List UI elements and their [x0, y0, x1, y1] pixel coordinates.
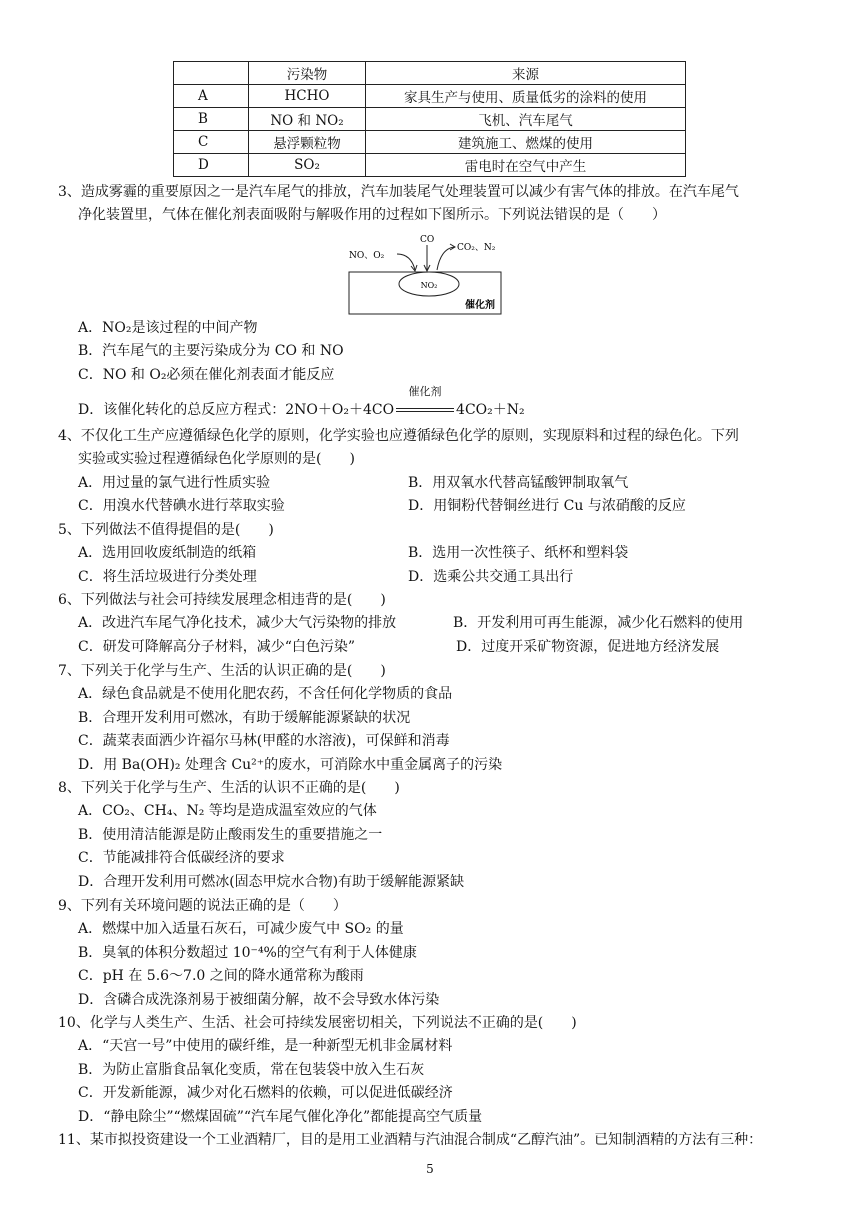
option-b: B．使用清洁能源是防止酸雨发生的重要措施之一 — [78, 826, 383, 843]
option-b: B．选用一次性筷子、纸杯和塑料袋 — [408, 545, 629, 562]
option-d: D．用铜粉代替铜丝进行 Cu 与浓硝酸的反应 — [408, 498, 686, 515]
question-stem: 3、造成雾霾的重要原因之一是汽车尾气的排放，汽车加装尾气处理装置可以减少有害气体的排放。在汽车尾气 — [58, 184, 739, 200]
question-8 — [58, 777, 808, 894]
option-row — [58, 636, 808, 659]
option-row — [58, 472, 808, 495]
table-cell: 悬浮颗粒物 — [249, 131, 366, 154]
table-cell: 污染物 — [249, 62, 366, 85]
option-c: C．研发可降解高分子材料，减少“白色污染” — [78, 638, 356, 655]
question-4 — [58, 425, 808, 519]
question-10 — [58, 1012, 808, 1129]
question-6 — [58, 589, 808, 659]
equation-right: 4CO₂＋N₂ — [456, 402, 525, 419]
question-stem: 10、化学与人类生产、生活、社会可持续发展密切相关，下列说法不正确的是( ) — [58, 1015, 577, 1031]
table-cell: HCHO — [249, 85, 366, 108]
table-cell: D — [174, 154, 249, 177]
condition-label: 催化剂 — [408, 385, 442, 399]
option-row — [58, 566, 808, 589]
option-row — [58, 612, 808, 635]
option-c: C．将生活垃圾进行分类处理 — [78, 568, 257, 585]
pollutant-table — [173, 61, 686, 177]
table-row — [174, 108, 686, 131]
option-d: D．过度开采矿物资源，促进地方经济发展 — [456, 638, 720, 655]
option-b: B．汽车尾气的主要污染成分为 CO 和 NO — [78, 343, 344, 360]
option-a: A．绿色食品就是不使用化肥农药，不含任何化学物质的食品 — [78, 686, 453, 703]
option-a: A．CO₂、CH₄、N₂ 等均是造成温室效应的气体 — [78, 803, 377, 820]
input-left-label: NO、O₂ — [349, 251, 385, 261]
question-stem: 7、下列关于化学与生产、生活的认识正确的是( ) — [58, 663, 386, 679]
table-row — [174, 131, 686, 154]
option-a: A．燃煤中加入适量石灰石，可减少废气中 SO₂ 的量 — [78, 921, 404, 938]
catalyst-diagram — [345, 232, 505, 320]
table-cell — [174, 62, 249, 85]
table-row — [174, 85, 686, 108]
question-stem: 净化装置里，气体在催化剂表面吸附与解吸作用的过程如下图所示。下列说法错误的是（ ） — [78, 207, 666, 224]
option-c: C．pH 在 5.6～7.0 之间的降水通常称为酸雨 — [78, 968, 364, 985]
question-3 — [58, 181, 808, 228]
table-cell: B — [174, 108, 249, 131]
option-c: C．开发新能源，减少对化石燃料的依赖，可以促进低碳经济 — [78, 1085, 453, 1102]
arrow-out — [437, 247, 455, 270]
question-7 — [58, 660, 808, 777]
question-9 — [58, 895, 808, 1012]
question-stem: 实验或实验过程遵循绿色化学原则的是( ) — [78, 451, 355, 468]
table-cell: 飞机、汽车尾气 — [366, 108, 686, 131]
center-label: NO₂ — [420, 281, 438, 290]
option-d: D．选乘公共交通工具出行 — [408, 568, 574, 585]
option-c: C．NO 和 O₂必须在催化剂表面才能反应 — [78, 366, 335, 383]
option-row — [58, 542, 808, 565]
table-row — [174, 154, 686, 177]
option-d: D．含磷合成洗涤剂易于被细菌分解，故不会导致水体污染 — [78, 991, 440, 1008]
input-top-label: CO — [420, 235, 435, 245]
page-number: 5 — [426, 1162, 434, 1176]
question-stem: 9、下列有关环境问题的说法正确的是（ ） — [58, 898, 347, 914]
table-cell: C — [174, 131, 249, 154]
question-5 — [58, 519, 808, 589]
question-stem: 5、下列做法不值得提倡的是( ) — [58, 522, 274, 538]
table-cell: 家具生产与使用、质量低劣的涂料的使用 — [366, 85, 686, 108]
option-b: B．臭氧的体积分数超过 10⁻⁴%的空气有利于人体健康 — [78, 944, 417, 961]
table-cell: 来源 — [366, 62, 686, 85]
option-a: A．用过量的氯气进行性质实验 — [78, 474, 271, 491]
option-b: B．为防止富脂食品氧化变质，常在包装袋中放入生石灰 — [78, 1061, 425, 1078]
output-label: CO₂、N₂ — [457, 243, 496, 253]
option-b: B．开发利用可再生能源，减少化石燃料的使用 — [453, 615, 744, 632]
option-row — [58, 495, 808, 518]
option-d: D．“静电除尘”“燃煤固硫”“汽车尾气催化净化”都能提高空气质量 — [78, 1108, 483, 1125]
reaction-condition — [394, 385, 456, 422]
question-11 — [58, 1129, 808, 1152]
table-cell: A — [174, 85, 249, 108]
question-stem: 8、下列关于化学与生产、生活的认识不正确的是( ) — [58, 780, 400, 796]
option-a: A．改进汽车尾气净化技术，减少大气污染物的排放 — [78, 615, 397, 632]
table-cell: 雷电时在空气中产生 — [366, 154, 686, 177]
option-b: B．合理开发利用可燃冰，有助于缓解能源紧缺的状况 — [78, 709, 411, 726]
equation-left: D．该催化转化的总反应方程式：2NO＋O₂＋4CO — [78, 402, 395, 419]
table-cell: 建筑施工、燃煤的使用 — [366, 131, 686, 154]
catalyst-label: 催化剂 — [465, 300, 495, 311]
question-stem: 6、下列做法与社会可持续发展理念相违背的是( ) — [58, 592, 386, 608]
question-stem: 4、不仅化工生产应遵循绿色化学的原则，化学实验也应遵循绿色化学的原则，实现原料和过程的绿色化。下列 — [58, 428, 739, 444]
option-a: A．选用回收废纸制造的纸箱 — [78, 545, 257, 562]
table-row — [174, 62, 686, 85]
question-3-options — [58, 317, 808, 423]
table-cell: SO₂ — [249, 154, 366, 177]
option-d: D．合理开发利用可燃冰(固态甲烷水合物)有助于缓解能源紧缺 — [78, 873, 465, 890]
option-d: D．用 Ba(OH)₂ 处理含 Cu²⁺的废水，可消除水中重金属离子的污染 — [78, 756, 503, 773]
option-a: A．NO₂是该过程的中间产物 — [78, 320, 258, 336]
equals-sign — [396, 408, 454, 412]
option-c: C．用溴水代替碘水进行萃取实验 — [78, 498, 285, 515]
table-cell: NO 和 NO₂ — [249, 108, 366, 131]
option-c: C．节能减排符合低碳经济的要求 — [78, 850, 285, 867]
option-b: B．用双氧水代替高锰酸钾制取氧气 — [408, 474, 629, 491]
option-c: C．蔬菜表面洒少许福尔马林(甲醛的水溶液)，可保鲜和消毒 — [78, 733, 450, 750]
option-d — [58, 385, 808, 422]
question-stem: 11、某市拟投资建设一个工业酒精厂，目的是用工业酒精与汽油混合制成“乙醇汽油”。已知制酒精的方法有三种： — [58, 1132, 763, 1148]
option-a: A．“天宫一号”中使用的碳纤维，是一种新型无机非金属材料 — [78, 1038, 453, 1055]
